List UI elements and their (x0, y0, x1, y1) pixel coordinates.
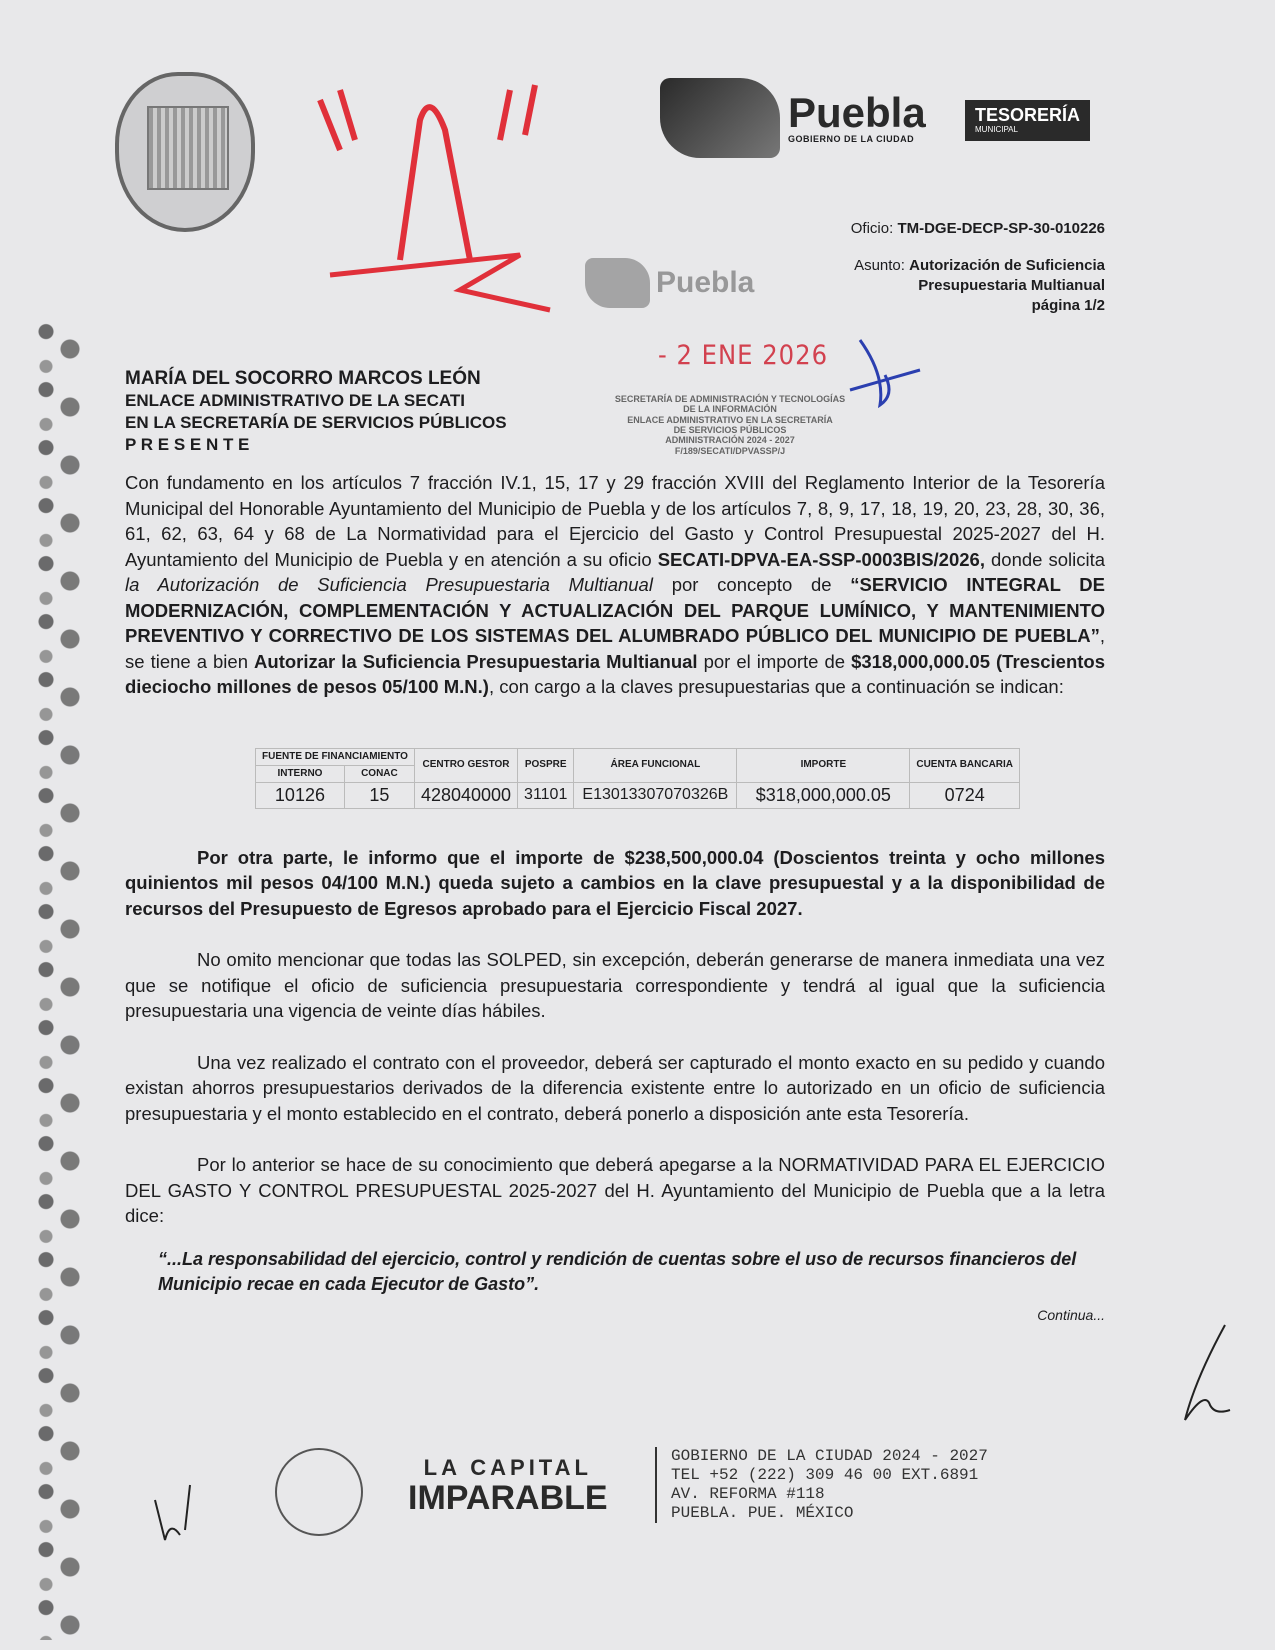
text: Autorizar la Suficiencia Presupuestaria Multianual (254, 650, 698, 672)
asunto-line2: Presupuestaria Multianual (918, 277, 1105, 294)
addressee-title: ENLACE ADMINISTRATIVO DE LA SECATI (125, 391, 465, 410)
text: , con cargo a la claves presupuestarias que a continuación se indican: (488, 676, 1064, 697)
paragraph-main (125, 470, 1105, 700)
footer-phone: TEL +52 (222) 309 46 00 EXT.6891 (671, 1466, 979, 1484)
paragraph-2: Por otra parte, le informo que el importe de $238,500,000.04 (Doscientos treinta y ocho millones quinientos mil pesos 04/100 M.N.) queda sujeto a cambios en la clave presupuestal y a la disponibilidad de recursos del Presupuesto de Egresos aprobado para el Ejercicio Fiscal 2027. (125, 846, 1105, 919)
puebla-logo (660, 78, 926, 158)
letter-body (125, 470, 1105, 1323)
stamp-line: DE LA INFORMACIÓN (683, 404, 777, 415)
presente: P R E S E N T E (125, 435, 250, 454)
text: por el importe de (697, 650, 852, 672)
stamp-line: DE SERVICIOS PÚBLICOS (673, 425, 787, 436)
cell-importe: $318,000,000.05 (737, 782, 910, 808)
header-cuenta: CUENTA BANCARIA (910, 748, 1020, 782)
addressee-name: MARÍA DEL SOCORRO MARCOS LEÓN (125, 368, 481, 389)
slogan-line1: LA CAPITAL (423, 1455, 592, 1480)
stamp-logo-text: Puebla (656, 266, 755, 299)
footer-contact (655, 1447, 988, 1523)
footer-line: GOBIERNO DE LA CIUDAD 2024 - 2027 (671, 1447, 988, 1465)
header-fuente: FUENTE DE FINANCIAMIENTO (256, 748, 415, 765)
cell-cuenta: 0724 (910, 782, 1020, 808)
amount: $318,000,000.05 (Trescientos dieciocho millones de pesos 05/100 M.N.) (125, 650, 1106, 697)
asunto-line1: Autorización de Suficiencia (909, 257, 1105, 274)
oficio-value: TM-DGE-DECP-SP-30-010226 (897, 220, 1105, 237)
stamp-line: ADMINISTRACIÓN 2024 - 2027 (665, 435, 795, 446)
cell-pospre: 31101 (518, 782, 574, 808)
received-stamp-logo (585, 258, 754, 308)
text: por concepto de (652, 574, 851, 595)
logo-subtitle: GOBIERNO DE LA CIUDAD (788, 134, 915, 144)
municipal-seal (115, 72, 255, 232)
paragraph-3: No omito mencionar que todas las SOLPED, sin excepción, deberán generarse de manera inmediata una vez que se notifique el oficio de suficiencia presupuestaria correspondiente y tendrá al igual que la suficiencia presupuestaria una vigencia de veinte días hábiles. (125, 949, 1105, 1021)
oficio-reference: SECATI-DPVA-EA-SSP-0003BIS/2026, (657, 548, 985, 570)
cell-conac: 15 (344, 782, 414, 808)
slogan-line2: IMPARABLE (408, 1479, 608, 1517)
decorative-border-pattern (28, 320, 88, 1640)
header-pospre: POSPRE (518, 748, 574, 782)
text: la Autorización de Suficiencia Presupuestaria Multianual (125, 574, 653, 595)
asunto-label: Asunto: (854, 257, 905, 274)
header-centro: CENTRO GESTOR (414, 748, 517, 782)
concept: “SERVICIO INTEGRAL DE MODERNIZACIÓN, COMPLEMENTACIÓN Y ACTUALIZACIÓN DEL PARQUE LUMÍNICO, Y MANTENIMIENTO PREVENTIVO Y CORRECTIVO DE LOS SISTEMAS DEL ALUMBRADO PÚBLICO DEL MUNICIPIO DE PUEBLA” (125, 574, 1105, 646)
dept-sub: MUNICIPAL (975, 124, 1018, 134)
budget-table (255, 748, 1020, 809)
header-area: ÁREA FUNCIONAL (574, 748, 737, 782)
capital-imparable-slogan (408, 1455, 608, 1515)
asunto (854, 256, 1105, 316)
continua-label: Continua... (1037, 1306, 1105, 1323)
page-number: página 1/2 (1031, 297, 1105, 314)
stamp-line: F/189/SECATI/DPVASSP/J (674, 445, 786, 456)
stamp-line: ENLACE ADMINISTRATIVO EN LA SECRETARÍA (627, 414, 833, 425)
footer-initials (145, 1480, 205, 1550)
cell-centro: 428040000 (414, 782, 517, 808)
footer-city: PUEBLA. PUE. MÉXICO (671, 1504, 854, 1522)
paragraph-4: Una vez realizado el contrato con el proveedor, deberá ser capturado el monto exacto en su pedido y cuando existan ahorros presupuestarios derivados de la diferencia existente entre lo autorizado en un oficio de suficiencia presupuestaria y el monto establecido en el contrato, deberá ponerlo a disposición ante esta Tesorería. (125, 1051, 1105, 1124)
oficio-number (851, 220, 1105, 237)
quote: “...La responsabilidad del ejercicio, control y rendición de cuentas sobre el uso de recursos financieros del Municipio recae en cada Ejecutor de Gasto”. (158, 1248, 1077, 1294)
oficio-label: Oficio: (850, 220, 894, 237)
equality-emblem (275, 1448, 363, 1536)
header-importe: IMPORTE (737, 748, 910, 782)
text: donde solicita (984, 548, 1105, 570)
text: Con fundamento en los artículos 7 fracción IV.1, 15, 17 y 29 fracción XVIII del Reglamento Interior de la Tesorería Municipal del Honorable Ayuntamiento del Municipio de Puebla y de los artículos 7, 8, 9, 17, 18, 19, 20, 23, 28, 30, 36, 61, 62, 63, 64 y 68 de La Normatividad para el Ejercicio del Gasto y Control Presupuestal 2025-2027 del H. Ayuntamiento del Municipio de Puebla y en atención a su oficio (125, 472, 1105, 570)
cell-interno: 10126 (256, 782, 345, 808)
footer-address: AV. REFORMA #118 (671, 1485, 825, 1503)
header-conac: CONAC (344, 765, 414, 782)
addressee-title: EN LA SECRETARÍA DE SERVICIOS PÚBLICOS (125, 413, 507, 432)
paragraph-5: Por lo anterior se hace de su conocimiento que deberá apegarse a la NORMATIVIDAD PARA EL EJERCICIO DEL GASTO Y CONTROL PRESUPUESTAL 2025-2027 del H. Ayuntamiento del Municipio de Puebla que a la letra dice: (125, 1154, 1105, 1226)
handwritten-a-mark (290, 60, 580, 320)
header-interno: INTERNO (256, 765, 345, 782)
received-date-stamp: - 2 ENE 2026 (658, 340, 829, 371)
received-stamp-text (580, 394, 880, 456)
logo-text: Puebla (788, 89, 926, 136)
text: , se tiene a bien (125, 625, 1105, 672)
stamp-line: SECRETARÍA DE ADMINISTRACIÓN Y TECNOLOGÍAS (614, 394, 846, 404)
addressee-block (125, 368, 507, 456)
tesoreria-badge (965, 100, 1090, 141)
dept-name: TESORERÍA (975, 105, 1081, 125)
margin-signature (1175, 1320, 1235, 1430)
cell-area: E13013307070326B (574, 782, 737, 808)
table-row (256, 782, 1020, 808)
